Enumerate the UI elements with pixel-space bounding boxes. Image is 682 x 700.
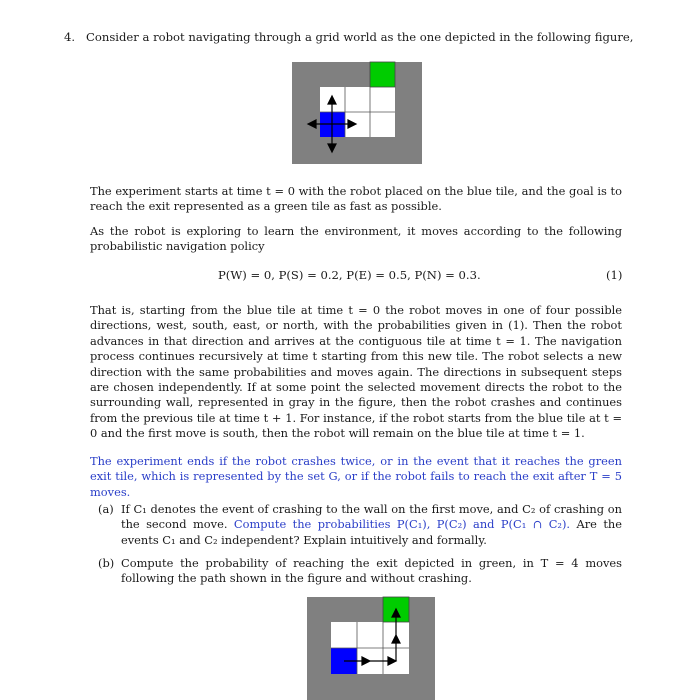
direction-arrows: [308, 96, 356, 152]
wall-area-2: [307, 597, 435, 700]
question-number: 4.: [64, 30, 76, 44]
tile-1: [370, 87, 395, 112]
grid-lines-2: [331, 622, 409, 674]
tile-2-3: [331, 622, 357, 648]
policy-equation: P(W) = 0, P(S) = 0.2, P(E) = 0.5, P(N) = 0.3.: [218, 268, 481, 282]
start-tile-2: [331, 648, 357, 674]
equation-number: (1): [606, 268, 623, 282]
part-a-text-3: Are the events C₁ and C₂ independent? Explain intuitively and formally.: [121, 517, 622, 547]
grid-lines: [320, 87, 395, 137]
tile-4: [345, 112, 370, 137]
wall-area: [292, 62, 422, 164]
paragraph-navigation: That is, starting from the blue tile at time t = 0 the robot moves in one of four possible directions, west, south, east, or north, with the probabilities given in (1). Then the robot advances in that direction and arrives at the contiguous tile at time t = 1. The navigation process continues recursively at time t starting from this new tile. The robot selects a new direction with the same probabilities and moves again. The directions in subsequent steps are chosen independently. If at some point the selected movement directs the robot to the surrounding wall, represented in gray in the figure, then the robot crashes and continues from the previous tile at time t + 1. For instance, if the robot starts from the blue tile at t = 0 and the first move is south, then the robot will remain on the blue tile at time t = 1.: [90, 303, 622, 441]
part-a-label: (a): [98, 502, 114, 516]
paragraph-start: The experiment starts at time t = 0 with the robot placed on the blue tile, and the goal is to reach the exit represented as a green tile as fast as possible.: [90, 184, 622, 214]
tile-2-4: [357, 648, 383, 674]
tile-2: [345, 87, 370, 112]
tile-2-2: [357, 622, 383, 648]
tile-3: [320, 87, 345, 112]
path-arrows: [344, 609, 400, 665]
paragraph-policy: As the robot is exploring to learn the environment, it moves according to the following probabilistic navigation policy: [90, 224, 622, 254]
tile-2-1: [383, 622, 409, 648]
start-tile: [320, 112, 345, 137]
tile-2-5: [383, 648, 409, 674]
part-a-text-2: Compute the probabilities P(C₁), P(C₂) and P(C₁ ∩ C₂).: [233, 517, 571, 532]
part-a-text-1: If C₁ denotes the event of crashing to the wall on the first move, and C₂ of crashing on the second move.: [121, 502, 622, 532]
paragraph-end-conditions: The experiment ends if the robot crashes twice, or in the event that it reaches the green exit tile, which is represented by the set G, or if the robot fails to reach the exit after T = 5 moves.: [90, 454, 622, 499]
tile-5: [370, 112, 395, 137]
part-b-text: Compute the probability of reaching the exit depicted in green, in T = 4 moves following the path shown in the figure and without crashing.: [121, 556, 622, 586]
goal-tile: [370, 62, 395, 87]
part-b-label: (b): [98, 556, 115, 570]
goal-tile-2: [383, 597, 409, 622]
part-a-text: [121, 502, 622, 548]
question-intro: Consider a robot navigating through a grid world as the one depicted in the following figure,: [86, 30, 634, 44]
